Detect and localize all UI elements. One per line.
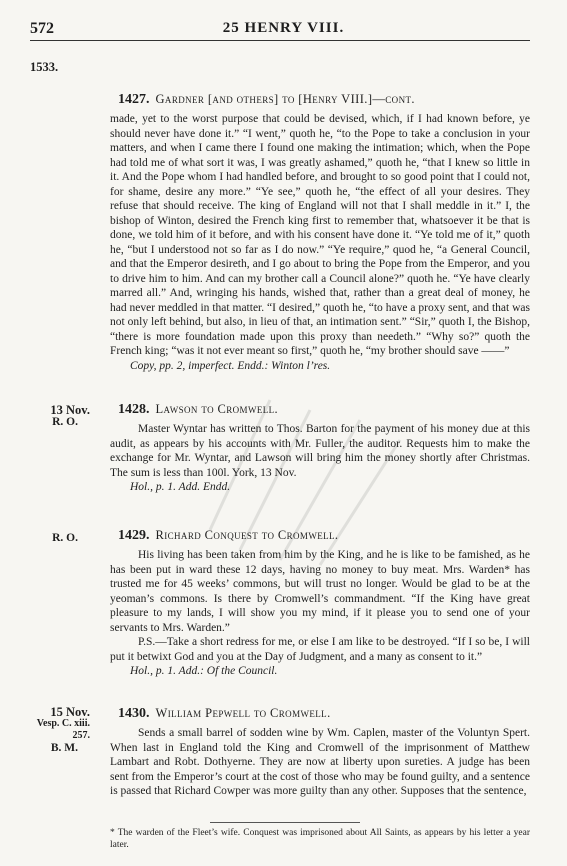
margin-date-1428 bbox=[30, 404, 90, 428]
entry-meta: Copy, pp. 2, imperfect. Endd.: Winton l’res. bbox=[130, 359, 331, 372]
margin-date-1430 bbox=[22, 706, 90, 754]
entry-source: Vesp. C. xiii. 257. bbox=[36, 718, 90, 741]
entry-title: Richard Conquest to Cromwell. bbox=[155, 528, 339, 542]
entry-date: 15 Nov. bbox=[50, 705, 90, 719]
entry-number: 1428. bbox=[118, 402, 150, 417]
entry-heading-1430 bbox=[118, 706, 331, 722]
entry-source: R. O. bbox=[52, 416, 78, 428]
entry-heading-1427 bbox=[118, 92, 415, 108]
entry-body-1430 bbox=[110, 726, 530, 799]
entry-title: Lawson to Cromwell. bbox=[155, 402, 279, 416]
year-marker: 1533. bbox=[30, 60, 59, 74]
header-rule bbox=[30, 40, 530, 41]
entry-paragraph: made, yet to the worst purpose that could be devised, which, if I had known before, ye should never have done it.” “I went,” quoth he, “to the Pope to take a conclusion in your matters, and when I came there I found one making the intimation; which, when the Pope had told me of what sort it was, I was greatly ashamed,” quoth he, “that I knew so little in it. And the Pope whom I had handled before, and brought to so good point that I could not, for shame, desire any more.” “Ye see,” quoth he, “the effect of all your desires. They refuse that should receive. The king of England will not that I shall meddle in it.” I, the bishop of Winton, desired the French king first to remember that, whatsoever it be that is done, we told him of it before, and with his consent have done it. “Ye told me of it,” quoth he, “but I understood not so far as I do now.” “Ye require,” quod he, “a General Council, and that the Emperor desireth, and I go about to bring the Pope from the Emperor, and you to drive him to him. And can my brother call a Council alone?” quoth he. “Ye have clearly marred all.” And, wringing his hands, wished that, rather than a great deal of money, he had never meddled in that matter. “I desired,” quoth he, “to have a proxy sent, and that was not only left behind, but also, in lieu of that, an intimation sent.” “Sir,” quoth I, the Bishop, “there is more foundation made upon this proxy than needeth.” “Why so?” quoth the French king; “was it not ever meant so first,” quoth he, “my brother should save ——” bbox=[110, 113, 530, 357]
margin-source-1429 bbox=[30, 532, 90, 544]
entry-source: R. O. bbox=[52, 532, 78, 544]
running-header bbox=[0, 16, 567, 38]
entry-number: 1427. bbox=[118, 92, 150, 107]
entry-body-1427 bbox=[110, 112, 530, 373]
entry-paragraph: Sends a small barrel of sodden wine by Wm. Caplen, master of the Voluntyn Spert. When last in England told the King and Cromwell of the imprisonment of Matthew Lambart and Robt. Dothyerne. They are now at liberty upon sureties. A judge has been sent from the Emperor’s court at the cost of those who may be found guilty, and a sentence is passed that Richard Cowper was more guilty than any other. Supposes that the sentence, bbox=[110, 727, 530, 797]
entry-source: B. M. bbox=[50, 742, 78, 754]
entry-title: William Pepwell to Cromwell. bbox=[155, 706, 331, 720]
entry-number: 1430. bbox=[118, 706, 150, 721]
entry-number: 1429. bbox=[118, 528, 150, 543]
entry-meta: Hol., p. 1. Add.: Of the Council. bbox=[130, 665, 278, 677]
entry-paragraph: P.S.—Take a short redress for me, or else I am like to be destroyed. “If I so be, I will put it betwixt God and you at the Day of Judgment, and a many as consent to it.” bbox=[110, 636, 530, 663]
entry-paragraph: His living has been taken from him by the King, and he is like to be famished, as he has been put in ward these 12 days, having no money to buy meat. Mrs. Warden* has trusted me for 45 weeks’ commons, but will trust no longer. Would be glad to be at the yeoman’s commons. Is there by Cromwell’s commandment. “If the King have great pleasure to my lands, I will show you my mind, if it please you to send one of your servants to Mrs. Warden.” bbox=[110, 549, 530, 634]
entry-body-1429 bbox=[110, 548, 530, 679]
footnote-rule bbox=[210, 822, 360, 823]
footnote: * The warden of the Fleet’s wife. Conquest was imprisoned about All Saints, as appears by his letter a year later. bbox=[110, 828, 530, 850]
running-title: 25 HENRY VIII. bbox=[222, 20, 345, 36]
entry-heading-1428 bbox=[118, 402, 278, 418]
page-number: 572 bbox=[30, 20, 54, 37]
entry-title: Gardner [and others] to [Henry VIII.]—cont. bbox=[155, 92, 415, 106]
entry-date: 13 Nov. bbox=[50, 403, 90, 417]
entry-paragraph: Master Wyntar has written to Thos. Barton for the payment of his money due at this audit, as appears by his accounts with Mr. Fuller, the auditor. Requests him to make the exchange for Mr. Wyntar, and Lawson will bring him the money shortly after Christmas. The sum is less than 100l. York, 13 Nov. bbox=[110, 423, 530, 479]
entry-body-1428 bbox=[110, 422, 530, 495]
entry-meta: Hol., p. 1. Add. Endd. bbox=[130, 481, 231, 493]
entry-heading-1429 bbox=[118, 528, 338, 544]
